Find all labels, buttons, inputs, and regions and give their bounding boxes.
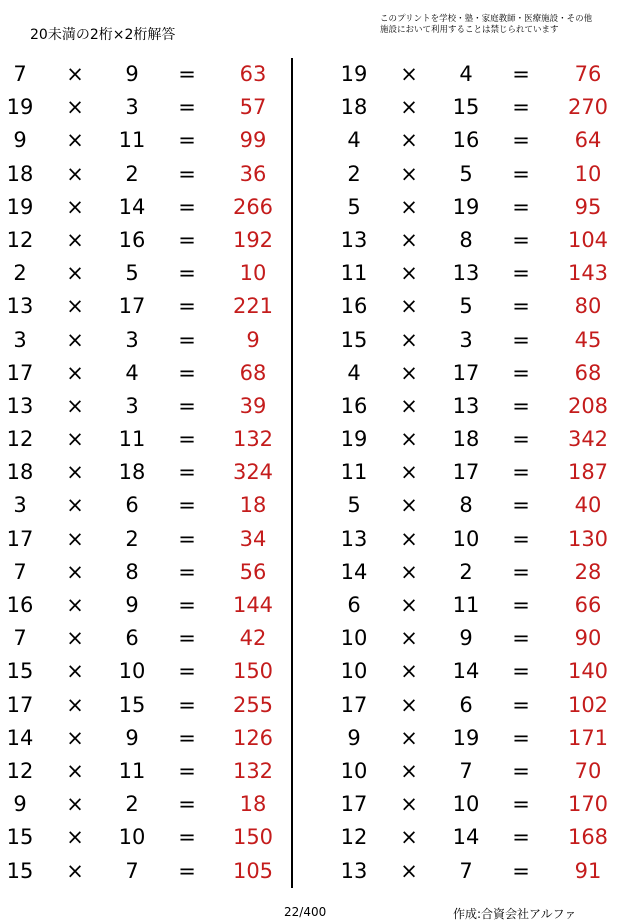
page-number: 22/400 <box>284 905 327 919</box>
multiplicand: 15 <box>6 659 34 684</box>
multiplicand: 5 <box>347 194 361 219</box>
equals-sign: = <box>178 460 196 485</box>
answer: 221 <box>232 294 274 319</box>
multiplicand: 17 <box>6 360 34 385</box>
multiplicand: 7 <box>13 559 27 584</box>
answer: 40 <box>574 493 602 518</box>
equals-sign: = <box>178 825 196 850</box>
answer: 105 <box>232 858 274 883</box>
answer: 68 <box>239 360 267 385</box>
multiplier: 15 <box>452 95 480 120</box>
answer: 168 <box>567 825 609 850</box>
answer: 270 <box>567 95 609 120</box>
answer: 42 <box>239 626 267 651</box>
multiplier: 5 <box>125 261 139 286</box>
answer: 10 <box>574 161 602 186</box>
equals-sign: = <box>512 194 530 219</box>
multiplicand: 11 <box>340 460 368 485</box>
answer: 28 <box>574 559 602 584</box>
multiplier: 10 <box>452 526 480 551</box>
equals-sign: = <box>178 692 196 717</box>
multiplier: 18 <box>452 427 480 452</box>
multiplier: 17 <box>452 460 480 485</box>
answer: 76 <box>574 62 602 86</box>
multiplicand: 3 <box>13 327 27 352</box>
times-sign: × <box>66 194 84 219</box>
times-sign: × <box>400 725 418 750</box>
equals-sign: = <box>512 161 530 186</box>
times-sign: × <box>66 460 84 485</box>
answer: 39 <box>239 393 267 418</box>
answer: 57 <box>239 95 267 120</box>
times-sign: × <box>400 161 418 186</box>
multiplier: 3 <box>459 327 473 352</box>
answer: 70 <box>574 758 602 783</box>
answer: 143 <box>567 261 609 286</box>
multiplicand: 18 <box>6 161 34 186</box>
multiplicand: 16 <box>6 593 34 617</box>
multiplicand: 18 <box>6 460 34 485</box>
equals-sign: = <box>512 493 530 518</box>
multiplier: 8 <box>459 227 473 252</box>
multiplicand: 15 <box>6 825 34 850</box>
multiplier: 19 <box>452 725 480 750</box>
answer: 68 <box>574 360 602 385</box>
multiplier: 2 <box>125 792 139 817</box>
multiplicand: 7 <box>13 62 27 86</box>
worksheet-title: 20未満の2桁×2桁解答 <box>30 27 176 43</box>
multiplier: 10 <box>452 792 480 817</box>
times-sign: × <box>66 659 84 684</box>
times-sign: × <box>66 360 84 385</box>
multiplicand: 5 <box>347 493 361 518</box>
equals-sign: = <box>512 593 530 617</box>
multiplier: 9 <box>125 62 139 86</box>
multiplicand: 17 <box>6 526 34 551</box>
multiplier: 6 <box>125 493 139 518</box>
multiplicand: 18 <box>340 95 368 120</box>
answer: 208 <box>567 393 609 418</box>
multiplicand: 13 <box>340 858 368 883</box>
multiplicand: 19 <box>340 427 368 452</box>
answer: 104 <box>567 227 609 252</box>
times-sign: × <box>66 825 84 850</box>
multiplicand: 11 <box>340 261 368 286</box>
multiplicand: 10 <box>340 659 368 684</box>
equals-sign: = <box>178 62 196 86</box>
times-sign: × <box>400 626 418 651</box>
equals-sign: = <box>512 825 530 850</box>
times-sign: × <box>66 427 84 452</box>
equals-sign: = <box>512 758 530 783</box>
equals-sign: = <box>178 128 196 153</box>
times-sign: × <box>66 261 84 286</box>
answer: 102 <box>567 692 609 717</box>
times-sign: × <box>400 294 418 319</box>
multiplier: 19 <box>452 194 480 219</box>
multiplicand: 4 <box>347 360 361 385</box>
answer: 266 <box>232 194 274 219</box>
multiplier: 4 <box>125 360 139 385</box>
equals-sign: = <box>512 659 530 684</box>
multiplier: 4 <box>459 62 473 86</box>
equals-sign: = <box>512 95 530 120</box>
multiplier: 14 <box>452 659 480 684</box>
equals-sign: = <box>512 559 530 584</box>
times-sign: × <box>66 62 84 86</box>
times-sign: × <box>400 427 418 452</box>
multiplicand: 3 <box>13 493 27 518</box>
times-sign: × <box>400 194 418 219</box>
times-sign: × <box>400 792 418 817</box>
multiplier: 14 <box>118 194 146 219</box>
equals-sign: = <box>178 559 196 584</box>
times-sign: × <box>66 559 84 584</box>
times-sign: × <box>66 593 84 617</box>
times-sign: × <box>400 526 418 551</box>
multiplier: 9 <box>125 593 139 617</box>
multiplier: 11 <box>118 128 146 153</box>
equals-sign: = <box>178 626 196 651</box>
answer: 126 <box>232 725 274 750</box>
multiplier: 17 <box>452 360 480 385</box>
equals-sign: = <box>512 227 530 252</box>
multiplicand: 17 <box>340 692 368 717</box>
equals-sign: = <box>512 460 530 485</box>
answer: 144 <box>232 593 274 617</box>
multiplicand: 15 <box>6 858 34 883</box>
multiplier: 13 <box>452 393 480 418</box>
multiplier: 18 <box>118 460 146 485</box>
multiplicand: 13 <box>6 294 34 319</box>
answer: 95 <box>574 194 602 219</box>
multiplier: 8 <box>459 493 473 518</box>
times-sign: × <box>400 858 418 883</box>
author-credit: 作成:合資会社アルファ <box>453 907 577 921</box>
times-sign: × <box>66 161 84 186</box>
multiplicand: 16 <box>340 393 368 418</box>
equals-sign: = <box>178 393 196 418</box>
multiplier: 7 <box>459 858 473 883</box>
equals-sign: = <box>178 526 196 551</box>
multiplier: 9 <box>459 626 473 651</box>
column-divider <box>291 58 293 888</box>
times-sign: × <box>66 294 84 319</box>
multiplier: 15 <box>118 692 146 717</box>
multiplicand: 10 <box>340 626 368 651</box>
multiplicand: 12 <box>6 758 34 783</box>
equals-sign: = <box>178 261 196 286</box>
multiplicand: 14 <box>340 559 368 584</box>
multiplier: 13 <box>452 261 480 286</box>
multiplier: 6 <box>459 692 473 717</box>
multiplicand: 14 <box>6 725 34 750</box>
multiplicand: 9 <box>347 725 361 750</box>
multiplier: 9 <box>125 725 139 750</box>
answer: 99 <box>239 128 267 153</box>
answer: 255 <box>232 692 274 717</box>
multiplicand: 13 <box>6 393 34 418</box>
answer: 187 <box>567 460 609 485</box>
answer: 63 <box>239 62 267 86</box>
times-sign: × <box>400 460 418 485</box>
times-sign: × <box>400 493 418 518</box>
times-sign: × <box>66 626 84 651</box>
multiplier: 16 <box>452 128 480 153</box>
multiplicand: 9 <box>13 792 27 817</box>
times-sign: × <box>66 792 84 817</box>
equals-sign: = <box>512 327 530 352</box>
equals-sign: = <box>178 725 196 750</box>
multiplier: 3 <box>125 393 139 418</box>
equals-sign: = <box>178 593 196 617</box>
answer: 140 <box>567 659 609 684</box>
multiplier: 5 <box>459 294 473 319</box>
equals-sign: = <box>178 227 196 252</box>
multiplicand: 2 <box>13 261 27 286</box>
multiplicand: 19 <box>340 62 368 86</box>
answer: 64 <box>574 128 602 153</box>
equals-sign: = <box>178 427 196 452</box>
answer: 56 <box>239 559 267 584</box>
times-sign: × <box>400 360 418 385</box>
equals-sign: = <box>178 95 196 120</box>
times-sign: × <box>400 95 418 120</box>
times-sign: × <box>66 95 84 120</box>
multiplier: 10 <box>118 659 146 684</box>
multiplicand: 16 <box>340 294 368 319</box>
answer: 324 <box>232 460 274 485</box>
multiplicand: 15 <box>340 327 368 352</box>
times-sign: × <box>66 858 84 883</box>
multiplier: 2 <box>459 559 473 584</box>
answer: 66 <box>574 593 602 617</box>
multiplicand: 13 <box>340 526 368 551</box>
multiplicand: 10 <box>340 758 368 783</box>
answer: 18 <box>239 792 267 817</box>
multiplier: 14 <box>452 825 480 850</box>
equals-sign: = <box>178 360 196 385</box>
multiplicand: 19 <box>6 194 34 219</box>
equals-sign: = <box>178 758 196 783</box>
times-sign: × <box>66 327 84 352</box>
multiplicand: 17 <box>6 692 34 717</box>
equals-sign: = <box>178 327 196 352</box>
equals-sign: = <box>512 725 530 750</box>
equals-sign: = <box>512 393 530 418</box>
times-sign: × <box>400 327 418 352</box>
times-sign: × <box>400 692 418 717</box>
equals-sign: = <box>178 792 196 817</box>
answer: 170 <box>567 792 609 817</box>
times-sign: × <box>66 493 84 518</box>
multiplier: 3 <box>125 327 139 352</box>
times-sign: × <box>400 758 418 783</box>
equals-sign: = <box>512 261 530 286</box>
equals-sign: = <box>512 360 530 385</box>
answer: 36 <box>239 161 267 186</box>
answer: 130 <box>567 526 609 551</box>
multiplier: 10 <box>118 825 146 850</box>
equals-sign: = <box>178 194 196 219</box>
answer: 9 <box>246 327 260 352</box>
multiplicand: 9 <box>13 128 27 153</box>
equals-sign: = <box>512 626 530 651</box>
equals-sign: = <box>512 128 530 153</box>
times-sign: × <box>66 758 84 783</box>
answer: 150 <box>232 659 274 684</box>
times-sign: × <box>400 128 418 153</box>
answer: 80 <box>574 294 602 319</box>
multiplier: 8 <box>125 559 139 584</box>
multiplicand: 6 <box>347 593 361 617</box>
multiplicand: 17 <box>340 792 368 817</box>
equals-sign: = <box>178 161 196 186</box>
times-sign: × <box>66 393 84 418</box>
answer: 90 <box>574 626 602 651</box>
multiplier: 2 <box>125 526 139 551</box>
multiplicand: 19 <box>6 95 34 120</box>
equals-sign: = <box>512 294 530 319</box>
answer: 10 <box>239 261 267 286</box>
equals-sign: = <box>178 294 196 319</box>
answer: 34 <box>239 526 267 551</box>
times-sign: × <box>400 825 418 850</box>
times-sign: × <box>400 593 418 617</box>
times-sign: × <box>400 559 418 584</box>
multiplicand: 12 <box>6 427 34 452</box>
multiplier: 3 <box>125 95 139 120</box>
times-sign: × <box>66 526 84 551</box>
multiplier: 11 <box>452 593 480 617</box>
equals-sign: = <box>512 858 530 883</box>
answer: 45 <box>574 327 602 352</box>
multiplier: 7 <box>125 858 139 883</box>
times-sign: × <box>400 261 418 286</box>
equals-sign: = <box>178 493 196 518</box>
times-sign: × <box>66 128 84 153</box>
equals-sign: = <box>512 526 530 551</box>
answer: 342 <box>567 427 609 452</box>
times-sign: × <box>66 692 84 717</box>
equals-sign: = <box>512 692 530 717</box>
times-sign: × <box>66 725 84 750</box>
multiplier: 6 <box>125 626 139 651</box>
answer: 150 <box>232 825 274 850</box>
answer: 91 <box>574 858 602 883</box>
answer: 171 <box>567 725 609 750</box>
equals-sign: = <box>512 427 530 452</box>
usage-notice: このプリントを学校・塾・家庭教師・医療施設・その他 施設において利用することは禁じられています <box>380 14 593 35</box>
answer: 18 <box>239 493 267 518</box>
multiplier: 11 <box>118 427 146 452</box>
times-sign: × <box>400 659 418 684</box>
multiplicand: 12 <box>340 825 368 850</box>
times-sign: × <box>400 227 418 252</box>
multiplier: 11 <box>118 758 146 783</box>
multiplier: 7 <box>459 758 473 783</box>
times-sign: × <box>66 227 84 252</box>
equals-sign: = <box>512 792 530 817</box>
equals-sign: = <box>178 858 196 883</box>
times-sign: × <box>400 62 418 86</box>
multiplier: 16 <box>118 227 146 252</box>
answer: 192 <box>232 227 274 252</box>
multiplier: 2 <box>125 161 139 186</box>
multiplicand: 13 <box>340 227 368 252</box>
multiplier: 17 <box>118 294 146 319</box>
equals-sign: = <box>512 62 530 86</box>
multiplicand: 7 <box>13 626 27 651</box>
equals-sign: = <box>178 659 196 684</box>
answer: 132 <box>232 758 274 783</box>
answer: 132 <box>232 427 274 452</box>
times-sign: × <box>400 393 418 418</box>
multiplier: 5 <box>459 161 473 186</box>
multiplicand: 12 <box>6 227 34 252</box>
multiplicand: 4 <box>347 128 361 153</box>
multiplicand: 2 <box>347 161 361 186</box>
